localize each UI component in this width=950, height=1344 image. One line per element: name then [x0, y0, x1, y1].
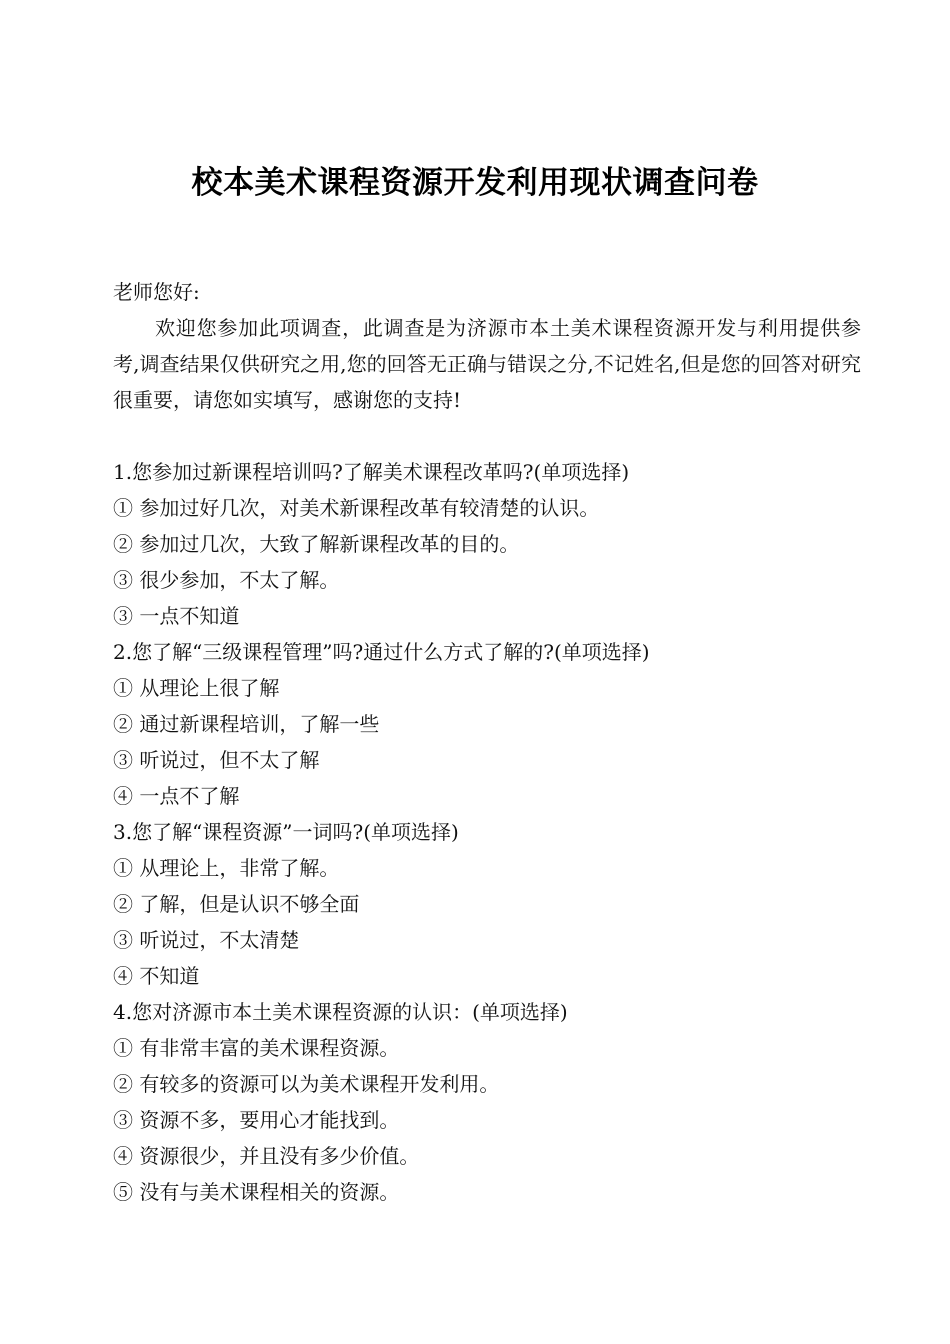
question-option: ③ 听说过，但不太了解: [113, 748, 320, 772]
question-text: 1.您参加过新课程培训吗?了解美术课程改革吗?(单项选择): [113, 460, 630, 484]
intro-paragraph: 欢迎您参加此项调查，此调查是为济源市本土美术课程资源开发与利用提供参考,调查结果仅供研究之用,您的回答无正确与错误之分,不记姓名,但是您的回答对研究很重要，请您如实填写，感谢您的支持!: [113, 316, 861, 412]
document-title: 校本美术课程资源开发利用现状调查问卷: [191, 165, 759, 201]
question-4: [113, 994, 861, 1210]
question-text: 3.您了解“课程资源”一词吗?(单项选择): [113, 820, 459, 844]
question-option: ③ 听说过，不太清楚: [113, 928, 300, 952]
question-option: ② 通过新课程培训，了解一些: [113, 712, 380, 736]
question-option: ④ 资源很少，并且没有多少价值。: [113, 1144, 420, 1168]
question-option: ③ 一点不知道: [113, 604, 240, 628]
question-option: ② 有较多的资源可以为美术课程开发利用。: [113, 1072, 500, 1096]
question-option: ④ 一点不了解: [113, 784, 240, 808]
question-option: ④ 不知道: [113, 964, 200, 988]
question-option: ② 参加过几次，大致了解新课程改革的目的。: [113, 532, 520, 556]
question-option: ② 了解，但是认识不够全面: [113, 892, 360, 916]
question-text: 2.您了解“三级课程管理”吗?通过什么方式了解的?(单项选择): [113, 640, 650, 664]
question-option: ⑤ 没有与美术课程相关的资源。: [113, 1180, 400, 1204]
question-option: ③ 很少参加，不太了解。: [113, 568, 340, 592]
question-option: ① 从理论上很了解: [113, 676, 280, 700]
question-option: ① 从理论上，非常了解。: [113, 856, 340, 880]
paragraph-spacer: [113, 418, 861, 454]
document-body: [113, 274, 861, 1210]
question-2: [113, 634, 861, 814]
question-option: ① 参加过好几次，对美术新课程改革有较清楚的认识。: [113, 496, 600, 520]
greeting: 老师您好:: [113, 280, 200, 304]
question-text: 4.您对济源市本土美术课程资源的认识：(单项选择): [113, 1000, 568, 1024]
question-option: ③ 资源不多，要用心才能找到。: [113, 1108, 400, 1132]
question-option: ① 有非常丰富的美术课程资源。: [113, 1036, 400, 1060]
question-1: [113, 454, 861, 634]
question-3: [113, 814, 861, 994]
